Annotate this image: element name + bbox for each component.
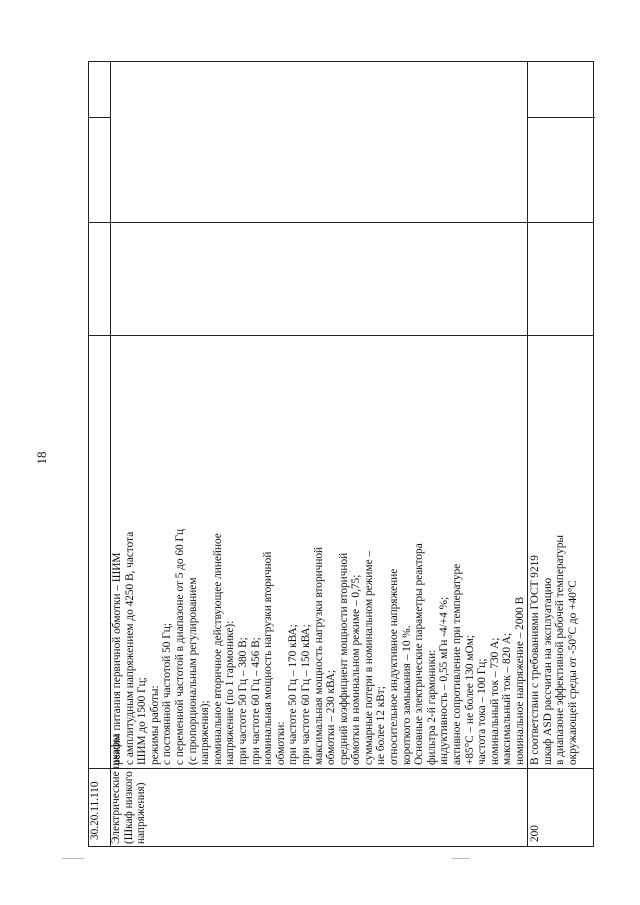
standard-line: в диапазоне эффективной рабочей температуры — [554, 535, 567, 765]
col-border — [527, 62, 528, 846]
spec-line: обмотки: — [274, 721, 287, 765]
spec-line: не более 12 кВт; — [375, 686, 388, 765]
value-text: 200 — [529, 825, 541, 842]
standard-line: В соответствии с требованиями ГОСТ 9219 — [529, 555, 541, 765]
spec-table — [88, 61, 594, 847]
spec-line: активное сопротивление при температуре — [451, 563, 464, 765]
spec-line: частота тока – 100 Гц; — [476, 658, 489, 765]
spec-line: обмотки в номинальном режиме – 0,75; — [350, 574, 363, 765]
spec-line: номинальный ток – 730 А; — [488, 637, 501, 765]
name-line: (Шкаф низкого — [122, 771, 135, 844]
spec-line: при частоте 60 Гц – 456 В; — [249, 637, 262, 765]
standard-line: окружающей среды от -50°С до +40°С — [566, 580, 579, 765]
spec-line: индуктивность – 0,55 мГн -4/+4 %; — [438, 596, 451, 765]
row-border — [89, 768, 593, 769]
scan-artifact — [452, 858, 470, 859]
spec-line: максимальная мощность нагрузки вторичной — [312, 546, 325, 765]
spec-line: фильтра 2-й гармоники: — [425, 649, 438, 765]
name-line: напряжения) — [135, 782, 148, 844]
spec-line: короткого замыкания – 10 %. — [400, 625, 413, 765]
spec-line: максимальный ток – 820 А; — [501, 632, 514, 765]
spec-line: Основные электрические параметры реактора — [413, 543, 426, 765]
row-border — [89, 222, 593, 223]
name-line: Электрические шкафы — [110, 734, 122, 844]
spec-line: напряжения); — [199, 700, 212, 765]
row-border — [89, 117, 110, 118]
product-code: 30.20.11.110 — [89, 781, 101, 840]
row-border — [527, 117, 595, 118]
page-number: 18 — [34, 451, 49, 465]
spec-line: напряжение (по 1 гармонике): — [224, 620, 237, 765]
standard-line: шкаф ASD рассчитан на эксплуатацию — [541, 577, 554, 765]
spec-line: (с пропорциональным регулированием — [186, 577, 199, 765]
spec-line: номинальное вторичное действующее линейное — [211, 533, 224, 765]
code-cell — [89, 770, 110, 844]
spec-line: относительное индуктивное напряжение — [388, 568, 401, 765]
spec-line: при частоте 60 Гц – 150 кВА; — [299, 624, 312, 765]
spec-cell — [111, 325, 527, 765]
spec-line: суммарные потери в номинальном режиме – — [362, 550, 375, 765]
spec-line: при частоте 50 Гц – 170 кВА; — [287, 624, 300, 765]
spec-line: режимы работы: — [148, 685, 161, 765]
spec-line: с постоянной частотой 50 Гц; — [161, 623, 174, 765]
spec-line: номинальное напряжение – 2000 В — [514, 596, 526, 765]
value-cell — [529, 768, 542, 844]
spec-line: обмотки – 230 кВА; — [325, 669, 338, 765]
spec-line: +85°С – не более 130 мОм; — [463, 634, 476, 765]
spec-line: с амплитудным напряжением до 4250 В, частота — [123, 531, 136, 765]
standard-cell — [529, 335, 579, 765]
spec-line: номинальная мощность нагрузки вторичной — [262, 551, 275, 765]
spec-line: ШИМ до 1500 Гц; — [136, 677, 149, 765]
name-cell-text — [110, 694, 148, 844]
spec-line: режим питания первичной обмотки – ШИМ — [111, 552, 123, 765]
spec-line: средний коэффициент мощности вторичной — [337, 552, 350, 765]
spec-line: при частоте 50 Гц – 380 В; — [236, 637, 249, 765]
scan-artifact — [62, 858, 84, 859]
spec-line: с переменной частотой в диапазоне от 5 до 60 Гц — [173, 528, 186, 765]
